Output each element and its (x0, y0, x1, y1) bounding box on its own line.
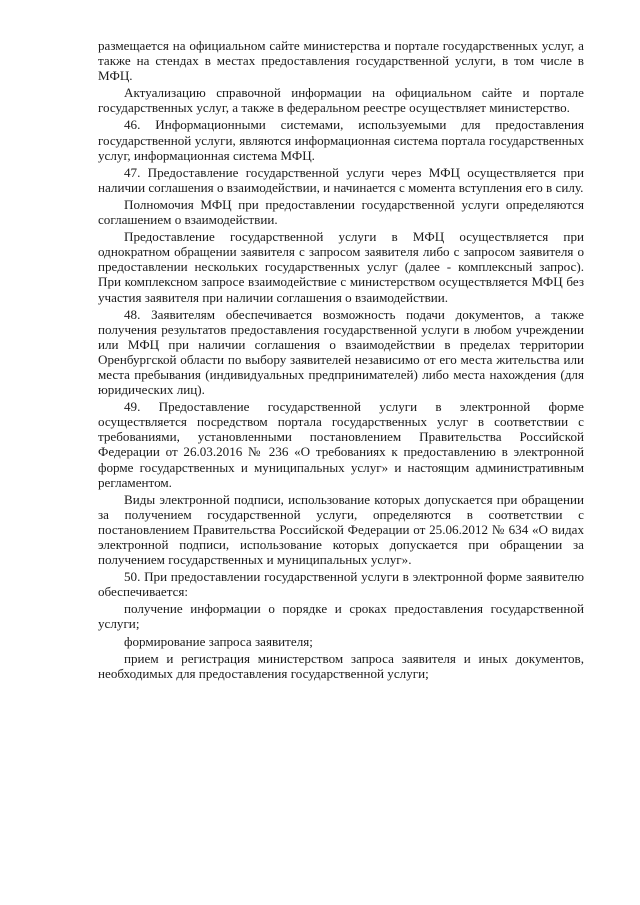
paragraph-46: 46. Информационными системами, используемыми для предоставления государственной услуги, являются информационная система портала государственных услуг, информационная система МФЦ. (98, 117, 584, 163)
list-item-request-registration: прием и регистрация министерством запроса заявителя и иных документов, необходимых для предоставления государственной услуги; (98, 650, 584, 681)
paragraph-50: 50. При предоставлении государственной услуги в электронной форме заявителю обеспечивается: (98, 569, 584, 600)
paragraph-updating-info: Актуализацию справочной информации на официальном сайте и портале государственных услуг, а также в федеральном реестре осуществляет министерство. (98, 85, 584, 116)
paragraph-49: 49. Предоставление государственной услуги в электронной форме осуществляется посредством портала государственных услуг в соответствии с требованиями, установленными постановлением Правительства Российской Федерации от 26.03.2016 № 236 «О требованиях к предоставлению в электронной форме государственных и муниципальных услуг» и настоящим административным регламентом. (98, 399, 584, 490)
paragraph-mfc-powers: Полномочия МФЦ при предоставлении государственной услуги определяются соглашением о взаимодействии. (98, 196, 584, 228)
paragraph-electronic-signature: Виды электронной подписи, использование которых допускается при обращении за получением государственной услуги, определяются в соответствии с постановлением Правительства Российской Федерации от 25.06.2012 № 634 «О видах электронной подписи, использование которых допускается при обращении за получением государственных и муниципальных услуг». (98, 491, 584, 568)
list-item-request-forming: формирование запроса заявителя; (124, 633, 313, 649)
paragraph-publication: размещается на официальном сайте министерства и портале государственных услуг, а также на стендах в местах предоставления государственной услуги, в том числе в МФЦ. (98, 38, 584, 84)
list-item-information: получение информации о порядке и сроках предоставления государственной услуги; (98, 601, 584, 632)
paragraph-48: 48. Заявителям обеспечивается возможность подачи документов, а также получения результатов предоставления государственной услуги в любом учреждении или МФЦ при наличии соглашения о взаимодействии в пределах территории Оренбургской области по выбору заявителей независимо от его места жительства или места пребывания (индивидуальных предпринимателей) либо места нахождения (для юридических лиц). (98, 306, 584, 398)
document-page (98, 38, 584, 681)
paragraph-47: 47. Предоставление государственной услуги через МФЦ осуществляется при наличии соглашения о взаимодействии, и начинается с момента вступления его в силу. (98, 164, 584, 195)
paragraph-complex-request: Предоставление государственной услуги в МФЦ осуществляется при однократном обращении заявителя с запросом заявителя либо с запросом заявителя о предоставлении нескольких государственных услуг (далее - комплексный запрос). При комплексном запросе взаимодействие с министерством осуществляется МФЦ без участия заявителя при наличии соглашения о взаимодействии. (98, 229, 584, 305)
